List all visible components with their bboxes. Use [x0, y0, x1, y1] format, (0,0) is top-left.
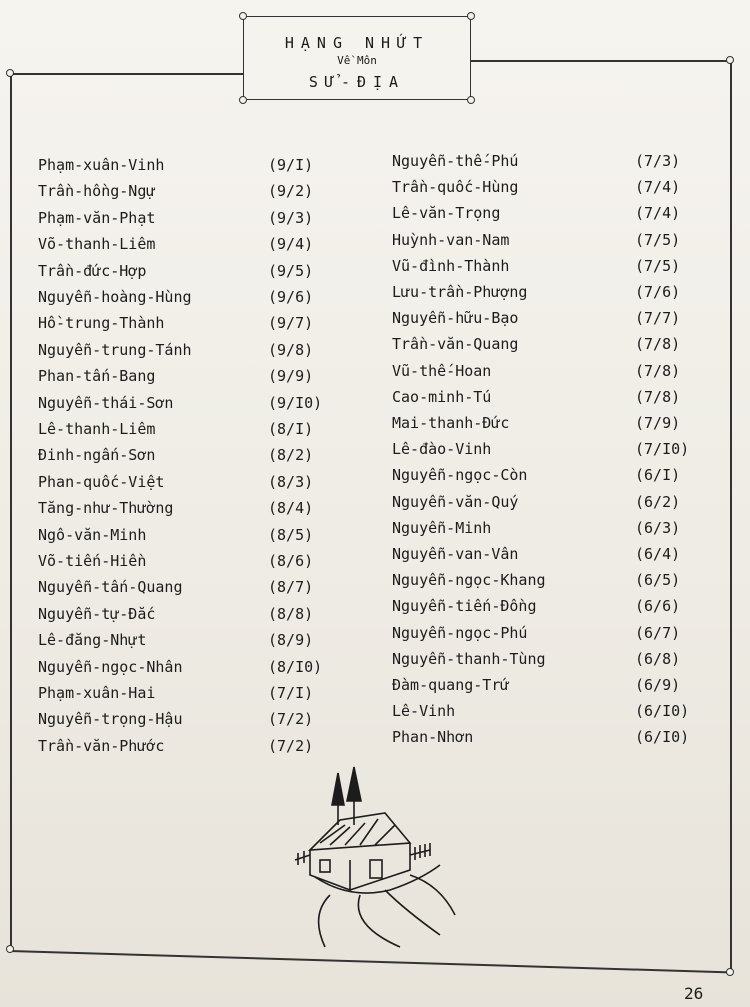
class-rank: (8/9): [268, 631, 314, 650]
class-rank: (7/9): [635, 414, 681, 432]
frame-top-left: [10, 73, 243, 75]
student-name: Phạm-xuân-Hai: [38, 684, 156, 702]
student-name: Nguyễn-tự-Đắc: [38, 604, 156, 623]
student-name: Phạm-xuân-Vinh: [38, 156, 165, 174]
corner-dot: [239, 96, 247, 104]
student-name: Lê-văn-Trọng: [392, 204, 501, 223]
title-line2: Về Môn: [337, 54, 377, 67]
class-rank: (8/7): [268, 578, 314, 597]
class-rank: (7/4): [635, 178, 681, 197]
corner-dot: [6, 69, 14, 77]
class-rank: (9/3): [268, 208, 314, 227]
class-rank: (9/I): [268, 156, 314, 174]
class-rank: (6/7): [635, 623, 681, 642]
corner-dot: [467, 12, 475, 20]
student-name: Nguyễn-tấn-Quang: [38, 578, 183, 597]
class-rank: (8/8): [268, 604, 314, 623]
class-rank: (7/5): [635, 230, 681, 249]
student-name: Mai-thanh-Đức: [392, 414, 510, 432]
class-rank: (6/3): [635, 518, 681, 537]
class-rank: (9/4): [268, 235, 314, 254]
student-name: Trần-đức-Hợp: [38, 261, 147, 280]
house-illustration-icon: [290, 765, 460, 950]
student-name: Nguyễn-hoàng-Hùng: [38, 288, 192, 306]
title-line3: SỬ-ĐỊA: [308, 73, 406, 91]
class-rank: (9/6): [268, 288, 314, 306]
class-rank: (6/8): [635, 649, 681, 668]
class-rank: (6/5): [635, 571, 681, 590]
student-name: Nguyễn-ngọc-Còn: [392, 466, 528, 485]
student-name: Vũ-đình-Thành: [392, 256, 510, 275]
student-name: Phan-quốc-Việt: [38, 472, 165, 491]
class-rank: (9/9): [268, 367, 314, 386]
class-rank: (7/8): [635, 335, 681, 354]
class-rank: (8/2): [268, 446, 314, 465]
class-rank: (6/6): [635, 597, 681, 616]
student-name: Lê-Vinh: [392, 702, 456, 721]
student-name: Lê-đào-Vinh: [392, 440, 492, 459]
class-rank: (6/4): [635, 545, 681, 563]
class-rank: (7/4): [635, 204, 681, 223]
class-rank: (7/8): [635, 361, 681, 380]
class-rank: (7/2): [268, 710, 314, 729]
class-rank: (7/8): [635, 387, 681, 406]
student-name: Nguyễn-thanh-Tùng: [392, 649, 546, 668]
class-rank: (8/3): [268, 472, 314, 491]
class-rank: (8/I0): [268, 657, 323, 676]
student-name: Nguyễn-hữu-Bạo: [392, 309, 519, 328]
student-name: Nguyễn-thái-Sơn: [38, 393, 174, 412]
title-line1: HẠNG NHỨT: [284, 34, 430, 52]
class-rank: (6/I0): [635, 728, 690, 747]
student-name: Phan-Nhơn: [392, 728, 474, 747]
student-name: Cao-minh-Tú: [392, 387, 492, 406]
student-name: Nguyễn-van-Vân: [392, 545, 519, 563]
student-name: Trần-văn-Quang: [392, 335, 519, 354]
class-rank: (7/I0): [635, 440, 690, 459]
student-name: Ngô-văn-Minh: [38, 525, 147, 544]
student-name: Nguyễn-trung-Tánh: [38, 340, 192, 359]
student-name: Nguyễn-tiến-Đồng: [392, 597, 537, 616]
student-name: Lê-thanh-Liêm: [38, 420, 156, 438]
corner-dot: [726, 56, 734, 64]
class-rank: (6/2): [635, 492, 681, 511]
student-name: Nguyễn-văn-Quý: [392, 492, 519, 511]
student-name: Nguyễn-ngọc-Phú: [392, 623, 528, 642]
class-rank: (7/3): [635, 152, 681, 170]
student-name: Đàm-quang-Trứ: [392, 676, 510, 694]
class-rank: (7/I): [268, 684, 314, 702]
class-rank: (8/5): [268, 525, 314, 544]
student-name: Tăng-như-Thường: [38, 499, 174, 518]
student-name: Lê-đăng-Nhựt: [38, 631, 147, 650]
student-name: Hồ-trung-Thành: [38, 314, 165, 333]
frame-right: [730, 60, 732, 972]
student-name: Võ-thanh-Liêm: [38, 235, 156, 254]
frame-left: [10, 73, 12, 950]
class-rank: (9/I0): [268, 393, 323, 412]
student-name: Nguyễn-thế-Phú: [392, 152, 519, 170]
class-rank: (6/I0): [635, 702, 690, 721]
student-name: Trần-hồng-Ngự: [38, 182, 156, 201]
class-rank: (8/I): [268, 420, 314, 438]
title-box: [243, 16, 471, 100]
student-name: Huỳnh-van-Nam: [392, 230, 510, 249]
frame-top-right: [471, 60, 730, 62]
corner-dot: [467, 96, 475, 104]
student-name: Phan-tấn-Bang: [38, 367, 156, 386]
student-name: Nguyễn-Minh: [392, 518, 492, 537]
class-rank: (8/6): [268, 552, 314, 570]
class-rank: (9/8): [268, 340, 314, 359]
student-name: Lưu-trần-Phượng: [392, 283, 528, 301]
student-name: Phạm-văn-Phạt: [38, 208, 156, 227]
class-rank: (7/5): [635, 256, 681, 275]
class-rank: (9/7): [268, 314, 314, 333]
class-rank: (8/4): [268, 499, 314, 518]
class-rank: (7/2): [268, 736, 314, 755]
page-number: 26: [684, 984, 704, 1003]
student-name: Trần-văn-Phước: [38, 736, 165, 755]
student-name: Nguyễn-ngọc-Khang: [392, 571, 546, 590]
student-name: Đinh-ngấn-Sơn: [38, 446, 156, 465]
student-name: Trần-quốc-Hùng: [392, 178, 519, 197]
student-name: Nguyễn-ngọc-Nhân: [38, 657, 183, 676]
corner-dot: [239, 12, 247, 20]
corner-dot: [6, 945, 14, 953]
student-name: Võ-tiến-Hiền: [38, 552, 147, 570]
class-rank: (6/I): [635, 466, 681, 485]
class-rank: (9/2): [268, 182, 314, 201]
class-rank: (7/7): [635, 309, 681, 328]
class-rank: (9/5): [268, 261, 314, 280]
class-rank: (6/9): [635, 676, 681, 694]
student-name: Vũ-thế-Hoan: [392, 361, 492, 380]
class-rank: (7/6): [635, 283, 681, 301]
student-name: Nguyễn-trọng-Hậu: [38, 710, 183, 729]
corner-dot: [726, 968, 734, 976]
